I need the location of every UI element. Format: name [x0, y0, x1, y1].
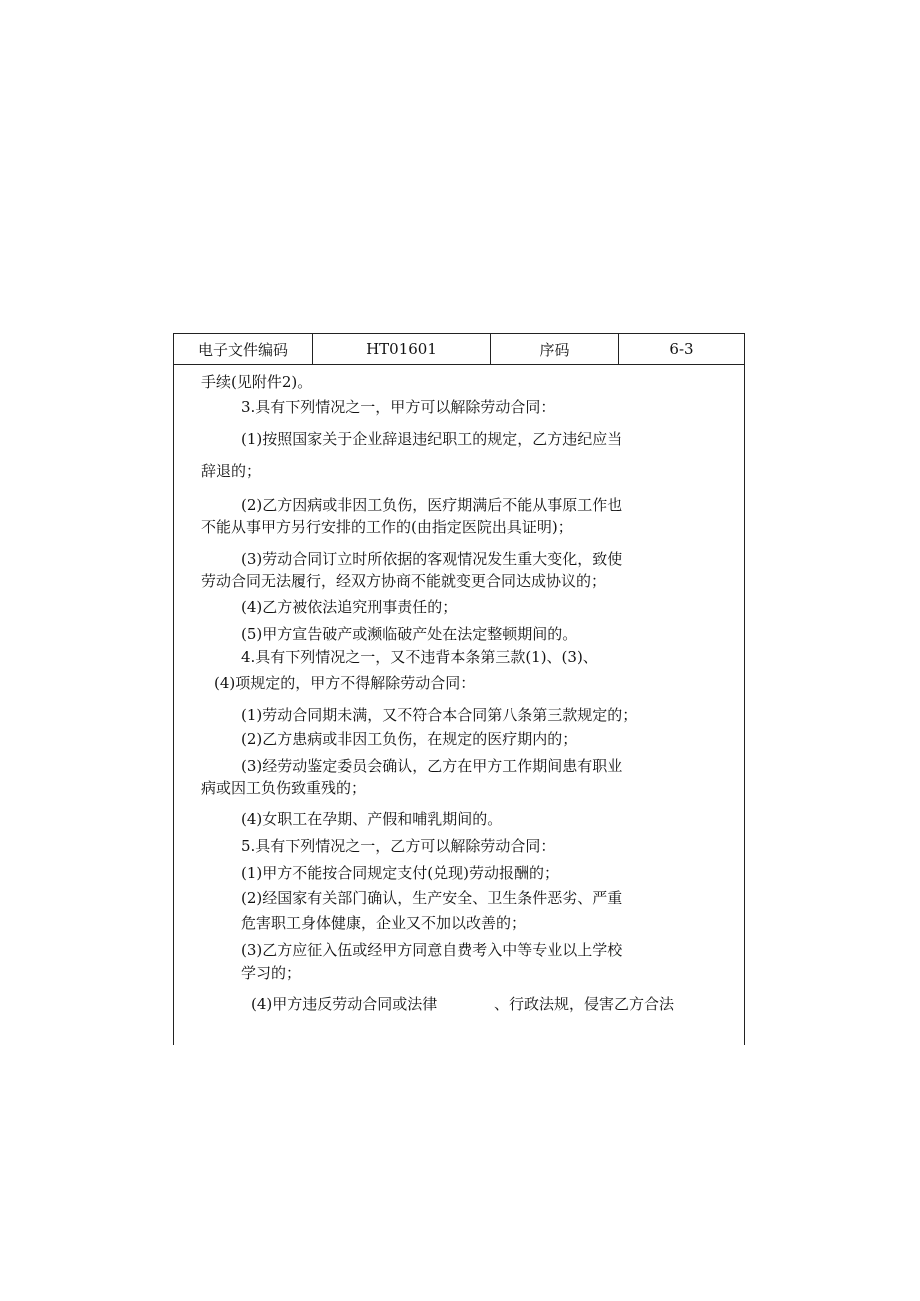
- text-line: (1)甲方不能按合同规定支付(兑现)劳动报酬的；: [241, 864, 559, 882]
- text-line: (5)甲方宣告破产或濒临破产处在法定整顿期间的。: [241, 625, 578, 643]
- text-line: (4)乙方被依法追究刑事责任的；: [241, 598, 458, 616]
- text-line: (3)经劳动鉴定委员会确认，乙方在甲方工作期间患有职业: [241, 757, 623, 775]
- file-code-value: HT01601: [313, 334, 491, 364]
- text-line: 危害职工身体健康，企业又不加以改善的；: [241, 914, 527, 932]
- text-line: (2)经国家有关部门确认，生产安全、卫生条件恶劣、严重: [241, 889, 623, 907]
- text-line: (1)按照国家关于企业辞退违纪职工的规定，乙方违纪应当: [241, 430, 623, 448]
- text-line: (1)劳动合同期未满，又不符合本合同第八条第三款规定的；: [241, 706, 638, 724]
- text-line: 辞退的；: [201, 462, 262, 480]
- sequence-value: 6-3: [669, 340, 694, 358]
- sequence-label: 序码: [491, 334, 619, 364]
- text-line: 4.具有下列情况之一，又不违背本条第三款(1)、(3)、: [241, 648, 598, 666]
- text-line: (4)项规定的，甲方不得解除劳动合同：: [214, 674, 476, 692]
- text-line: 不能从事甲方另行安排的工作的(由指定医院出具证明)；: [201, 518, 573, 536]
- file-code-label: 电子文件编码: [174, 334, 313, 364]
- text-line: 劳动合同无法履行，经双方协商不能就变更合同达成协议的；: [201, 572, 607, 590]
- text-line: (4)女职工在孕期、产假和哺乳期间的。: [241, 810, 503, 828]
- text-line: (3)乙方应征入伍或经甲方同意自费考入中等专业以上学校: [241, 941, 623, 959]
- contract-body: [173, 365, 745, 1045]
- text-line: (3)劳动合同订立时所依据的客观情况发生重大变化，致使: [241, 550, 623, 568]
- text-line: 病或因工负伤致重残的；: [201, 779, 367, 797]
- text-line: 手续(见附件2)。: [201, 373, 313, 391]
- text-line: 、行政法规，侵害乙方合法: [494, 995, 675, 1013]
- text-line: (2)乙方因病或非因工负伤，医疗期满后不能从事原工作也: [241, 496, 623, 514]
- file-info-header: [173, 333, 745, 365]
- text-line: (4)甲方违反劳动合同或法律: [251, 995, 438, 1013]
- text-line: 3.具有下列情况之一，甲方可以解除劳动合同：: [241, 398, 556, 416]
- document-page: [173, 333, 745, 1045]
- text-line: (2)乙方患病或非因工负伤，在规定的医疗期内的；: [241, 730, 578, 748]
- text-line: 5.具有下列情况之一，乙方可以解除劳动合同：: [241, 837, 556, 855]
- text-line: 学习的；: [241, 964, 302, 982]
